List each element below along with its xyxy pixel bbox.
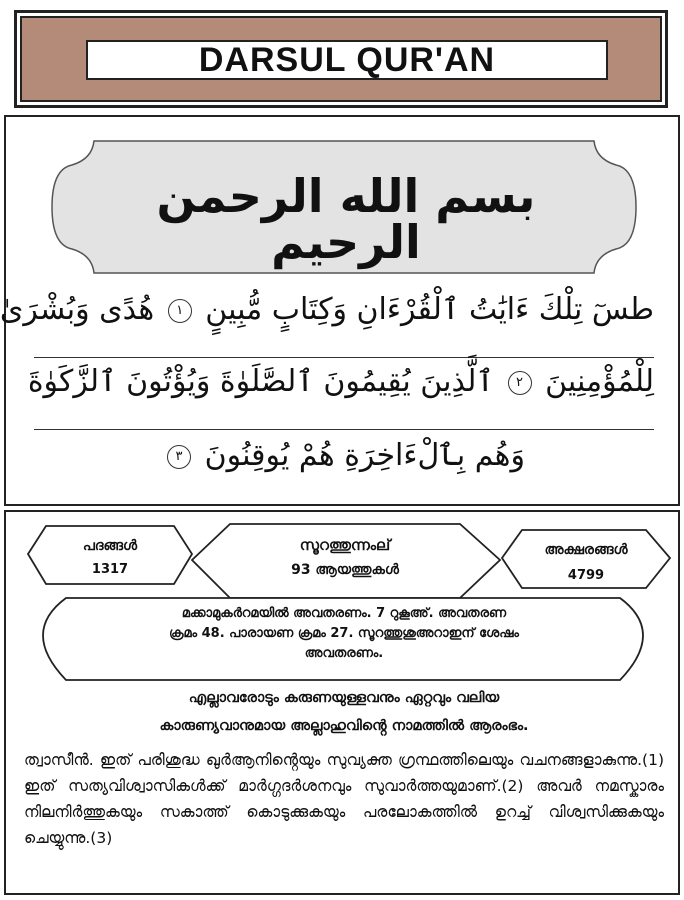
line-divider xyxy=(34,429,654,430)
revelation-line-1: മക്കാമുകർറമയിൽ അവതരണം. 7 റുകൂഅ്. അവതരണ xyxy=(181,606,507,621)
bismillah: بسم الله الرحمن الرحيم xyxy=(156,169,536,269)
ayah-marker-2: ٢ xyxy=(508,371,532,395)
header-background xyxy=(20,16,662,102)
ayah-line-1 xyxy=(0,292,654,327)
revelation-line-2: ക്രമം 48. പാരായണ ക്രമം 27. സൂറത്തുശുഅറാഇന് ശേഷം xyxy=(169,626,519,641)
quran-panel xyxy=(0,115,680,506)
ayah-marker-3: ٣ xyxy=(167,445,191,469)
ayah-2-start: هُدًى وَبُشْرَىٰ xyxy=(0,292,155,327)
surah-name: സൂറത്തുന്നംല് xyxy=(299,536,391,554)
ayah-marker-1: ١ xyxy=(168,299,192,323)
revelation-line-3: അവതരണം. xyxy=(304,646,384,661)
revelation-info xyxy=(54,604,634,664)
letters-label: അക്ഷരങ്ങൾ xyxy=(544,542,628,558)
header-banner xyxy=(14,10,668,108)
line-divider xyxy=(34,357,654,358)
verse-translation: ത്വാസീൻ. ഇത് പരിശുദ്ധ ഖുർആനിൻ്റെയും സുവ്യക്ത ഗ്രന്ഥത്തിലെയും വചനങ്ങളാകുന്നു.(1) ഇത് സത്യവിശ്വാസികൾക്ക് മാർഗ്ഗദർശനവും സുവാർത്തയുമാണ്.(2) അവർ നമസ്കാരം നിലനിർത്തുകയും സകാത്ത് കൊടുക്കുകയും പരലോകത്തിൽ ഉറച്ച് വിശ്വസിക്കുകയും ചെയ്യുന്നു.(3) xyxy=(24,751,664,847)
ayah-3-start: ٱلَّذِينَ يُقِيمُونَ ٱلصَّلَوٰةَ وَيُؤْتُونَ ٱلزَّكَوٰةَ xyxy=(27,364,494,399)
ayah-2-end: لِلْمُؤْمِنِينَ xyxy=(545,364,654,399)
ayah-1-text: طسٓ تِلْكَ ءَايَٰتُ ٱلْقُرْءَانِ وَكِتَابٍ مُّبِينٍ xyxy=(205,292,654,327)
words-label: പദങ്ങൾ xyxy=(82,538,138,554)
bismillah-translation-line-2: കാരുണ്യവാനുമായ അല്ലാഹുവിൻ്റെ നാമത്തിൽ ആരംഭം. xyxy=(159,718,529,734)
info-panel xyxy=(4,510,680,895)
letters-count: 4799 xyxy=(567,568,605,583)
ayah-line-2 xyxy=(27,364,654,399)
ayah-3-end: وَهُم بِٱلْءَاخِرَةِ هُمْ يُوقِنُونَ xyxy=(204,438,525,473)
ayah-line-3 xyxy=(34,438,654,473)
page-title: DARSUL QUR'AN xyxy=(198,41,496,79)
title-box xyxy=(86,40,608,80)
words-count: 1317 xyxy=(91,562,129,577)
ayah-count: 93 ആയത്തുകൾ xyxy=(291,562,399,578)
bismillah-translation-line-1: എല്ലാവരോടും കരുണയുള്ളവനും ഏറ്റവും വലിയ xyxy=(188,690,500,706)
